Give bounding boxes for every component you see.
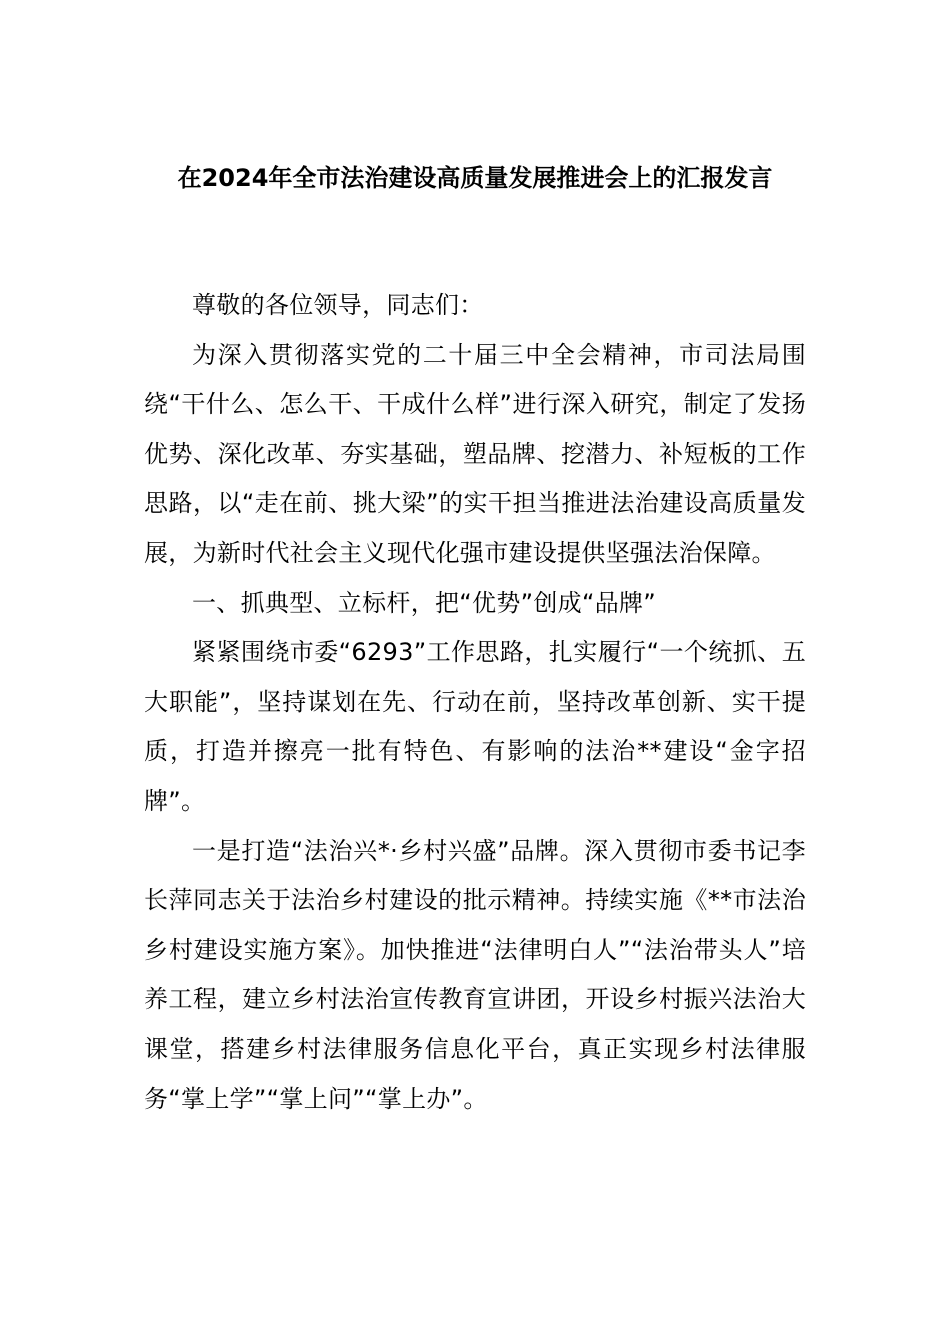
section-1-item-1-paragraph: 一是打造“法治兴*·乡村兴盛”品牌。深入贯彻市委书记李长萍同志关于法治乡村建设的批示精神。持续实施《**市法治乡村建设实施方案》。加快推进“法律明白人”“法治带头人”培养工程，建立乡村法治宣传教育宣讲团，开设乡村振兴法治大课堂，搭建乡村法律服务信息化平台，真正实现乡村法律服务“掌上学”“掌上问”“掌上办”。 — [144, 836, 806, 1113]
intro-paragraph: 为深入贯彻落实党的二十届三中全会精神，市司法局围绕“干什么、怎么干、干成什么样”进行深入研究，制定了发扬优势、深化改革、夯实基础，塑品牌、挖潜力、补短板的工作思路，以“走在前、挑大梁”的实干担当推进法治建设高质量发展，为新时代社会主义现代化强市建设提供坚强法治保障。 — [144, 340, 806, 567]
section-heading-1: 一、抓典型、立标杆，把“优势”创成“品牌” — [192, 588, 657, 617]
section-1-paragraph: 紧紧围绕市委“6293”工作思路，扎实履行“一个统抓、五大职能”，坚持谋划在先、行动在前，坚持改革创新、实干提质，打造并擦亮一批有特色、有影响的法治**建设“金字招牌”。 — [144, 638, 806, 815]
document-title: 在2024年全市法治建设高质量发展推进会上的汇报发言 — [177, 164, 773, 192]
document-body — [144, 281, 806, 1124]
salutation-paragraph: 尊敬的各位领导，同志们： — [192, 291, 484, 319]
